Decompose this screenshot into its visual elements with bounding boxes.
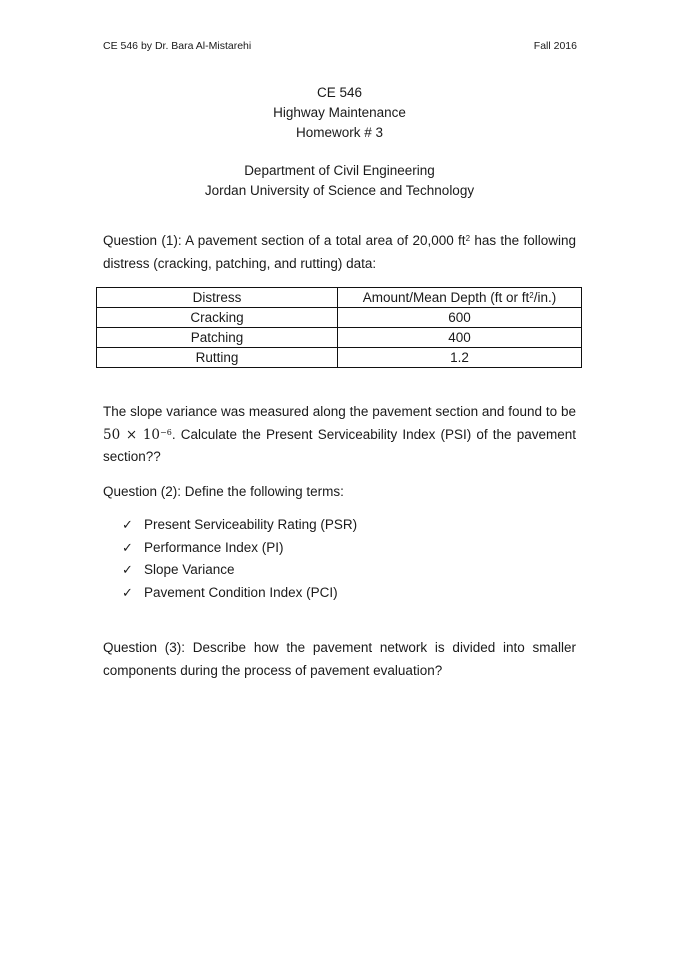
table-cell-distress: Patching xyxy=(97,328,338,348)
list-item xyxy=(122,514,357,537)
table-cell-distress: Cracking xyxy=(97,308,338,328)
header-amount-sup: 2 xyxy=(529,290,534,300)
q1-superscript: 2 xyxy=(465,234,471,243)
checkmark-icon: ✓ xyxy=(122,562,133,577)
header-amount-before: Amount/Mean Depth (ft or ft xyxy=(362,289,530,305)
table-cell-amount: 600 xyxy=(338,308,582,328)
distress-table xyxy=(96,287,582,368)
table-header-row xyxy=(97,288,582,308)
table-row xyxy=(97,328,582,348)
list-item xyxy=(122,582,357,605)
header-right: Fall 2016 xyxy=(533,40,577,52)
term-label: Slope Variance xyxy=(144,562,235,577)
table-row xyxy=(97,308,582,328)
checkmark-icon: ✓ xyxy=(122,584,133,600)
table-cell-amount: 400 xyxy=(338,328,582,348)
question-1-text xyxy=(103,230,576,275)
question-2-text: Question (2): Define the following terms: xyxy=(103,484,344,499)
terms-checklist xyxy=(122,514,357,604)
term-label: Present Serviceability Rating (PSR) xyxy=(144,517,358,532)
course-subject: Highway Maintenance xyxy=(273,105,406,120)
checkmark-icon: ✓ xyxy=(122,539,133,555)
q1-text-before: Question (1): A pavement section of a total area of 20,000 ft xyxy=(103,233,466,248)
header-left: CE 546 by Dr. Bara Al-Mistarehi xyxy=(103,40,252,52)
q1-text-after: has the following distress (cracking, patching, and rutting) data: xyxy=(103,233,576,271)
list-item xyxy=(122,537,357,560)
assignment-title: Homework # 3 xyxy=(295,125,384,140)
course-code: CE 546 xyxy=(316,85,363,100)
table-header-amount xyxy=(338,288,582,308)
department-name: Department of Civil Engineering xyxy=(244,163,435,178)
term-label: Performance Index (PI) xyxy=(144,539,284,555)
list-item xyxy=(122,559,357,582)
table-header-distress: Distress xyxy=(97,288,338,308)
slope-text-after: . Calculate the Present Serviceability Index (PSI) of the pavement section?? xyxy=(103,426,576,464)
checkmark-icon: ✓ xyxy=(122,517,133,532)
slope-value: 50 × 10 xyxy=(103,426,161,443)
title-block xyxy=(0,83,679,143)
table-row xyxy=(97,348,582,368)
slope-exponent: −6 xyxy=(160,427,172,437)
question-3-text: Question (3): Describe how the pavement network is divided into smaller components during the process of pavement evaluation? xyxy=(103,640,576,678)
slope-variance-text xyxy=(103,401,576,469)
department-block xyxy=(0,161,679,201)
university-name: Jordan University of Science and Technology xyxy=(204,183,475,198)
term-label: Pavement Condition Index (PCI) xyxy=(144,584,338,600)
slope-text-before: The slope variance was measured along the pavement section and found to be xyxy=(103,404,576,419)
header-amount-after: /in.) xyxy=(533,289,557,305)
table-cell-distress: Rutting xyxy=(97,348,338,368)
table-cell-amount: 1.2 xyxy=(338,348,582,368)
